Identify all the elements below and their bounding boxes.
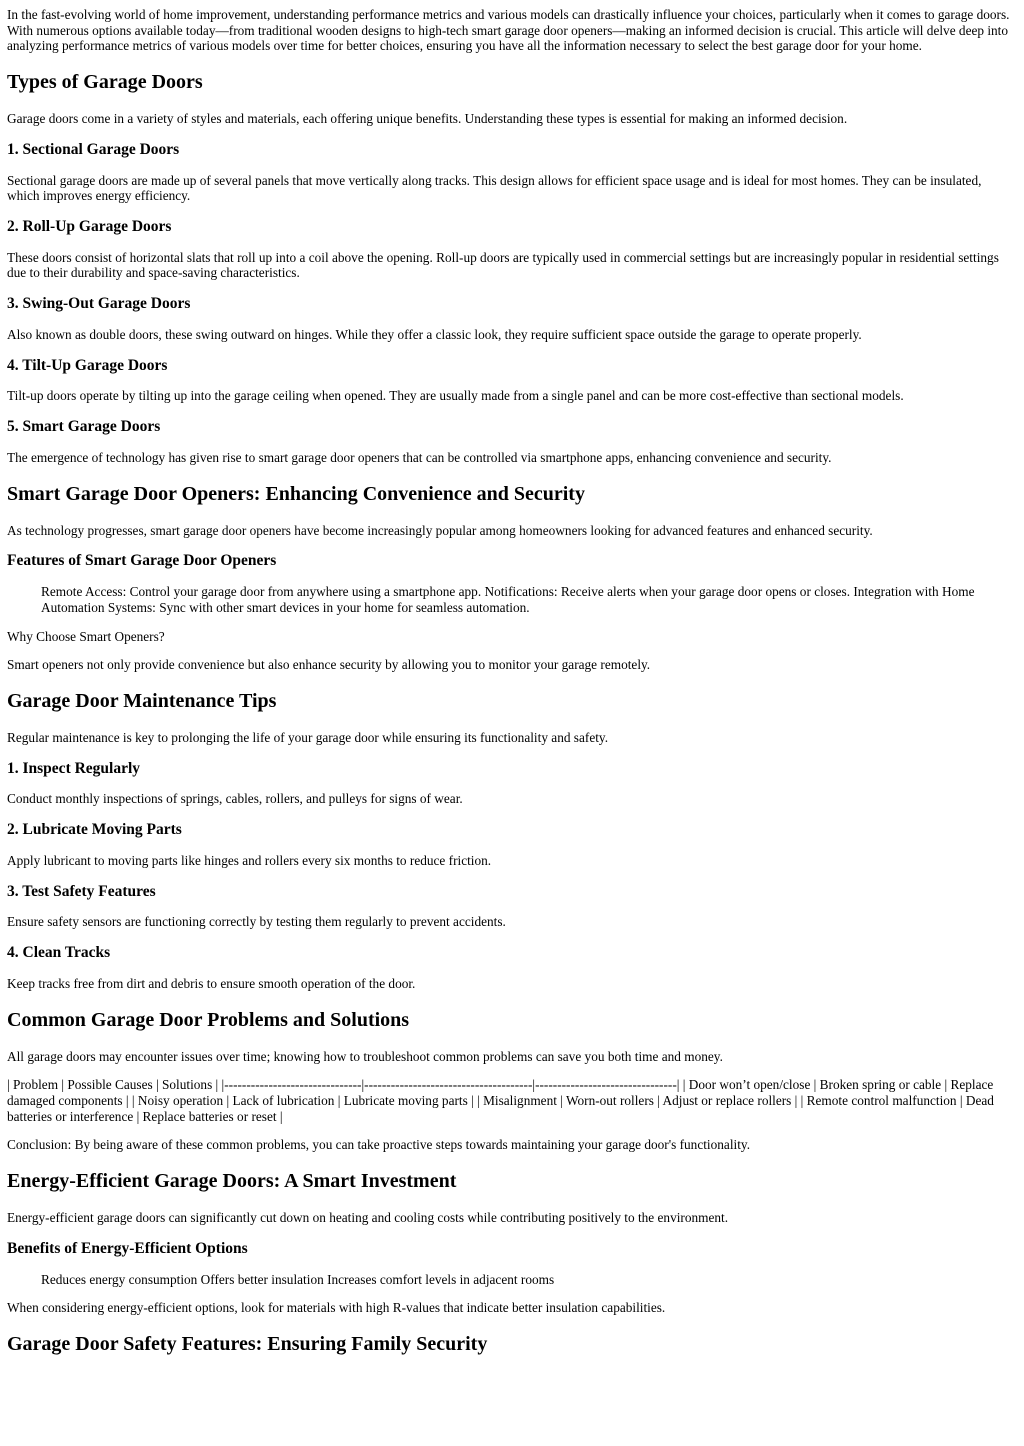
tip-4-title: 4. Clean Tracks — [7, 944, 111, 962]
tip-3-text: Ensure safety sensors are functioning correctly by testing them regularly to prevent accidents. — [7, 914, 506, 930]
problems-text: All garage doors may encounter issues over time; knowing how to troubleshoot common problems can save you both time and money. — [7, 1048, 723, 1064]
type-3-title: 3. Swing-Out Garage Doors — [7, 295, 191, 313]
maintenance-text: Regular maintenance is key to prolonging the life of your garage door while ensuring its functionality and safety. — [7, 729, 609, 745]
smart-features-quote: Remote Access: Control your garage door from anywhere using a smartphone app. Notifications: Receive alerts when your garage door opens or closes. Integration with Home Automation Systems: Sync with other smart devices in your home for seamless automation. — [41, 584, 975, 615]
tip-2-text: Apply lubricant to moving parts like hinges and rollers every six months to reduce friction. — [7, 852, 492, 868]
problems-conclusion: Conclusion: By being aware of these common problems, you can take proactive steps towards maintaining your garage door's functionality. — [7, 1137, 751, 1153]
problems-table-text: | Problem | Possible Causes | Solutions | |-------------------------------|--------------------------------------|--------------------------------| | Door won’t open/close | Broken spring or cable | Replace damaged components | | Noisy operation | Lack of lubrication | Lubricate moving parts | | Misalignment | Worn-out rollers | Adjust or replace rollers | | Remote control malfunction | Dead batteries or interference | Replace batteries or reset | — [7, 1077, 994, 1124]
type-5-text: The emergence of technology has given rise to smart garage door openers that can be controlled via smartphone apps, enhancing convenience and security. — [7, 449, 832, 465]
tip-2-title: 2. Lubricate Moving Parts — [7, 821, 182, 839]
problems-heading: Common Garage Door Problems and Solutions — [7, 1008, 410, 1031]
energy-heading: Energy-Efficient Garage Doors: A Smart Investment — [7, 1170, 457, 1192]
tip-3-title: 3. Test Safety Features — [7, 882, 156, 900]
smart-why-text: Smart openers not only provide convenience but also enhance security by allowing you to monitor your garage remotely. — [7, 657, 651, 673]
smart-heading: Smart Garage Door Openers: Enhancing Convenience and Security — [7, 482, 585, 505]
smart-why: Why Choose Smart Openers? — [7, 628, 165, 644]
type-2-text: These doors consist of horizontal slats that roll up into a coil above the opening. Roll-up doors are typically used in commercial settings but are increasingly popular in residential settings due to their durability and space-saving characteristics. — [7, 249, 999, 281]
safety-heading: Garage Door Safety Features: Ensuring Family Security — [7, 1332, 488, 1355]
smart-text: As technology progresses, smart garage door openers have become increasingly popular among homeowners looking for advanced features and enhanced security. — [7, 522, 873, 538]
intro-paragraph: In the fast-evolving world of home improvement, understanding performance metrics and various models can drastically influence your choices, particularly when it comes to garage doors. With numerous options available today—from traditional wooden designs to high-tech smart garage door openers—making an informed decision is crucial. This article will delve deep into analyzing performance metrics of various models over time for better choices, ensuring you have all the information necessary to select the best garage door for your home. — [7, 7, 1010, 54]
tip-1-title: 1. Inspect Regularly — [7, 759, 141, 777]
type-5-title: 5. Smart Garage Doors — [7, 418, 161, 436]
type-1-title: 1. Sectional Garage Doors — [7, 140, 180, 158]
energy-text: Energy-efficient garage doors can significantly cut down on heating and cooling costs while contributing positively to the environment. — [7, 1210, 729, 1225]
types-text: Garage doors come in a variety of styles and materials, each offering unique benefits. Understanding these types is essential for making an informed decision. — [7, 111, 848, 127]
tip-4-text: Keep tracks free from dirt and debris to ensure smooth operation of the door. — [7, 975, 416, 991]
type-1-text: Sectional garage doors are made up of several panels that move vertically along tracks. This design allows for efficient space usage and is ideal for most homes. They can be insulated, which improves energy efficiency. — [7, 172, 982, 204]
type-2-title: 2. Roll-Up Garage Doors — [7, 217, 172, 235]
energy-note: When considering energy-efficient options, look for materials with high R-values that indicate better insulation capabilities. — [7, 1300, 666, 1316]
type-4-title: 4. Tilt-Up Garage Doors — [7, 356, 168, 374]
type-4-text: Tilt-up doors operate by tilting up into the garage ceiling when opened. They are usually made from a single panel and can be more cost-effective than sectional models. — [7, 388, 904, 404]
energy-benefits-quote: Reduces energy consumption Offers better insulation Increases comfort levels in adjacent rooms — [41, 1271, 555, 1287]
smart-features-title: Features of Smart Garage Door Openers — [7, 552, 277, 570]
type-3-text: Also known as double doors, these swing outward on hinges. While they offer a classic look, they require sufficient space outside the garage to operate properly. — [7, 326, 862, 342]
tip-1-text: Conduct monthly inspections of springs, cables, rollers, and pulleys for signs of wear. — [7, 791, 463, 807]
types-heading: Types of Garage Doors — [7, 71, 203, 94]
maintenance-heading: Garage Door Maintenance Tips — [7, 689, 277, 712]
energy-benefits-title: Benefits of Energy-Efficient Options — [7, 1239, 248, 1257]
